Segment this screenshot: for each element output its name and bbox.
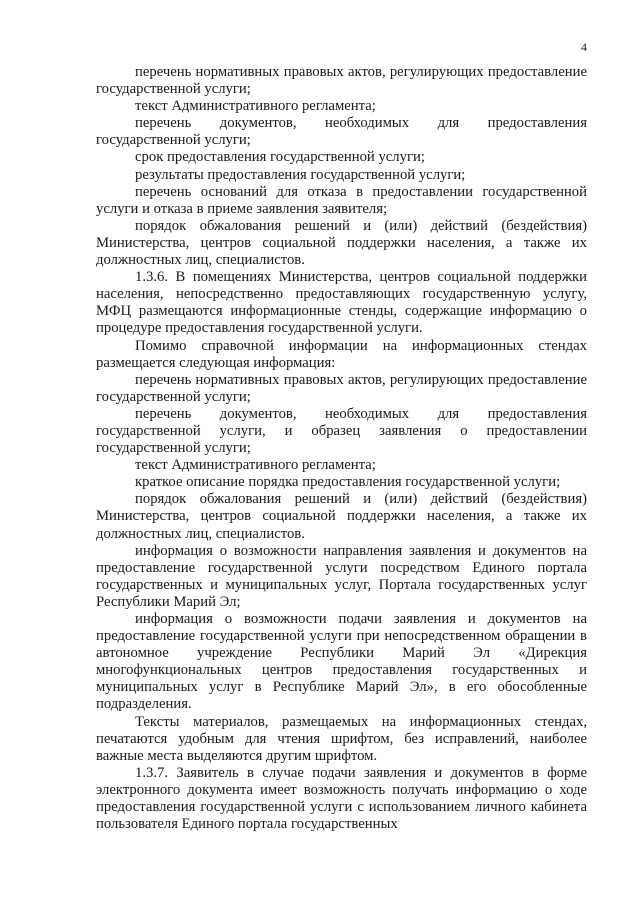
paragraph: 1.3.7. Заявитель в случае подачи заявления и документов в форме электронного документа имеет возможность получать информацию о ходе предоставления государственной услуги с использованием личного кабинета пользователя Единого портала государственных: [96, 764, 587, 833]
paragraph: перечень оснований для отказа в предоставлении государственной услуги и отказа в приеме заявления заявителя;: [96, 183, 587, 217]
paragraph: текст Административного регламента;: [135, 457, 376, 474]
page-number: 4: [581, 40, 587, 54]
paragraph: перечень нормативных правовых актов, регулирующих предоставление государственной услуги;: [96, 64, 587, 98]
paragraph: перечень нормативных правовых актов, регулирующих предоставление государственной услуги;: [96, 371, 587, 405]
paragraph: порядок обжалования решений и (или) действий (бездействия) Министерства, центров социальной поддержки населения, а также их должностных лиц, специалистов.: [96, 217, 587, 269]
paragraph: информация о возможности подачи заявления и документов на предоставление государственной услуги при непосредственном обращении в автономное учреждение Республики Марий Эл «Дирекция многофункциональных центров предоставления государственных и муниципальных услуг в Республике Марий Эл», в его обособленные подразделения.: [96, 611, 587, 713]
paragraph: перечень документов, необходимых для предоставления государственной услуги;: [96, 115, 587, 149]
paragraph: перечень документов, необходимых для предоставления государственной услуги, и образец заявления о предоставлении государственной услуги;: [96, 405, 587, 457]
paragraph: срок предоставления государственной услуги;: [135, 149, 425, 166]
paragraph: информация о возможности направления заявления и документов на предоставление государственной услуги посредством Единого портала государственных и муниципальных услуг, Портала государственных услуг Республики Марий Эл;: [96, 542, 587, 610]
document-body: [96, 64, 587, 833]
paragraph: текст Административного регламента;: [135, 98, 376, 115]
paragraph: порядок обжалования решений и (или) действий (бездействия) Министерства, центров социальной поддержки населения, а также их должностных лиц, специалистов.: [96, 491, 587, 542]
paragraph: результаты предоставления государственной услуги;: [135, 166, 466, 183]
paragraph: Тексты материалов, размещаемых на информационных стендах, печатаются удобным для чтения шрифтом, без исправлений, наиболее важные места выделяются другим шрифтом.: [96, 713, 587, 764]
paragraph: краткое описание порядка предоставления государственной услуги;: [135, 474, 561, 491]
paragraph: Помимо справочной информации на информационных стендах размещается следующая информация:: [96, 337, 587, 371]
paragraph: 1.3.6. В помещениях Министерства, центров социальной поддержки населения, непосредственно предоставляющих государственную услугу, МФЦ размещаются информационные стенды, содержащие информацию о процедуре предоставления государственной услуги.: [96, 269, 587, 337]
